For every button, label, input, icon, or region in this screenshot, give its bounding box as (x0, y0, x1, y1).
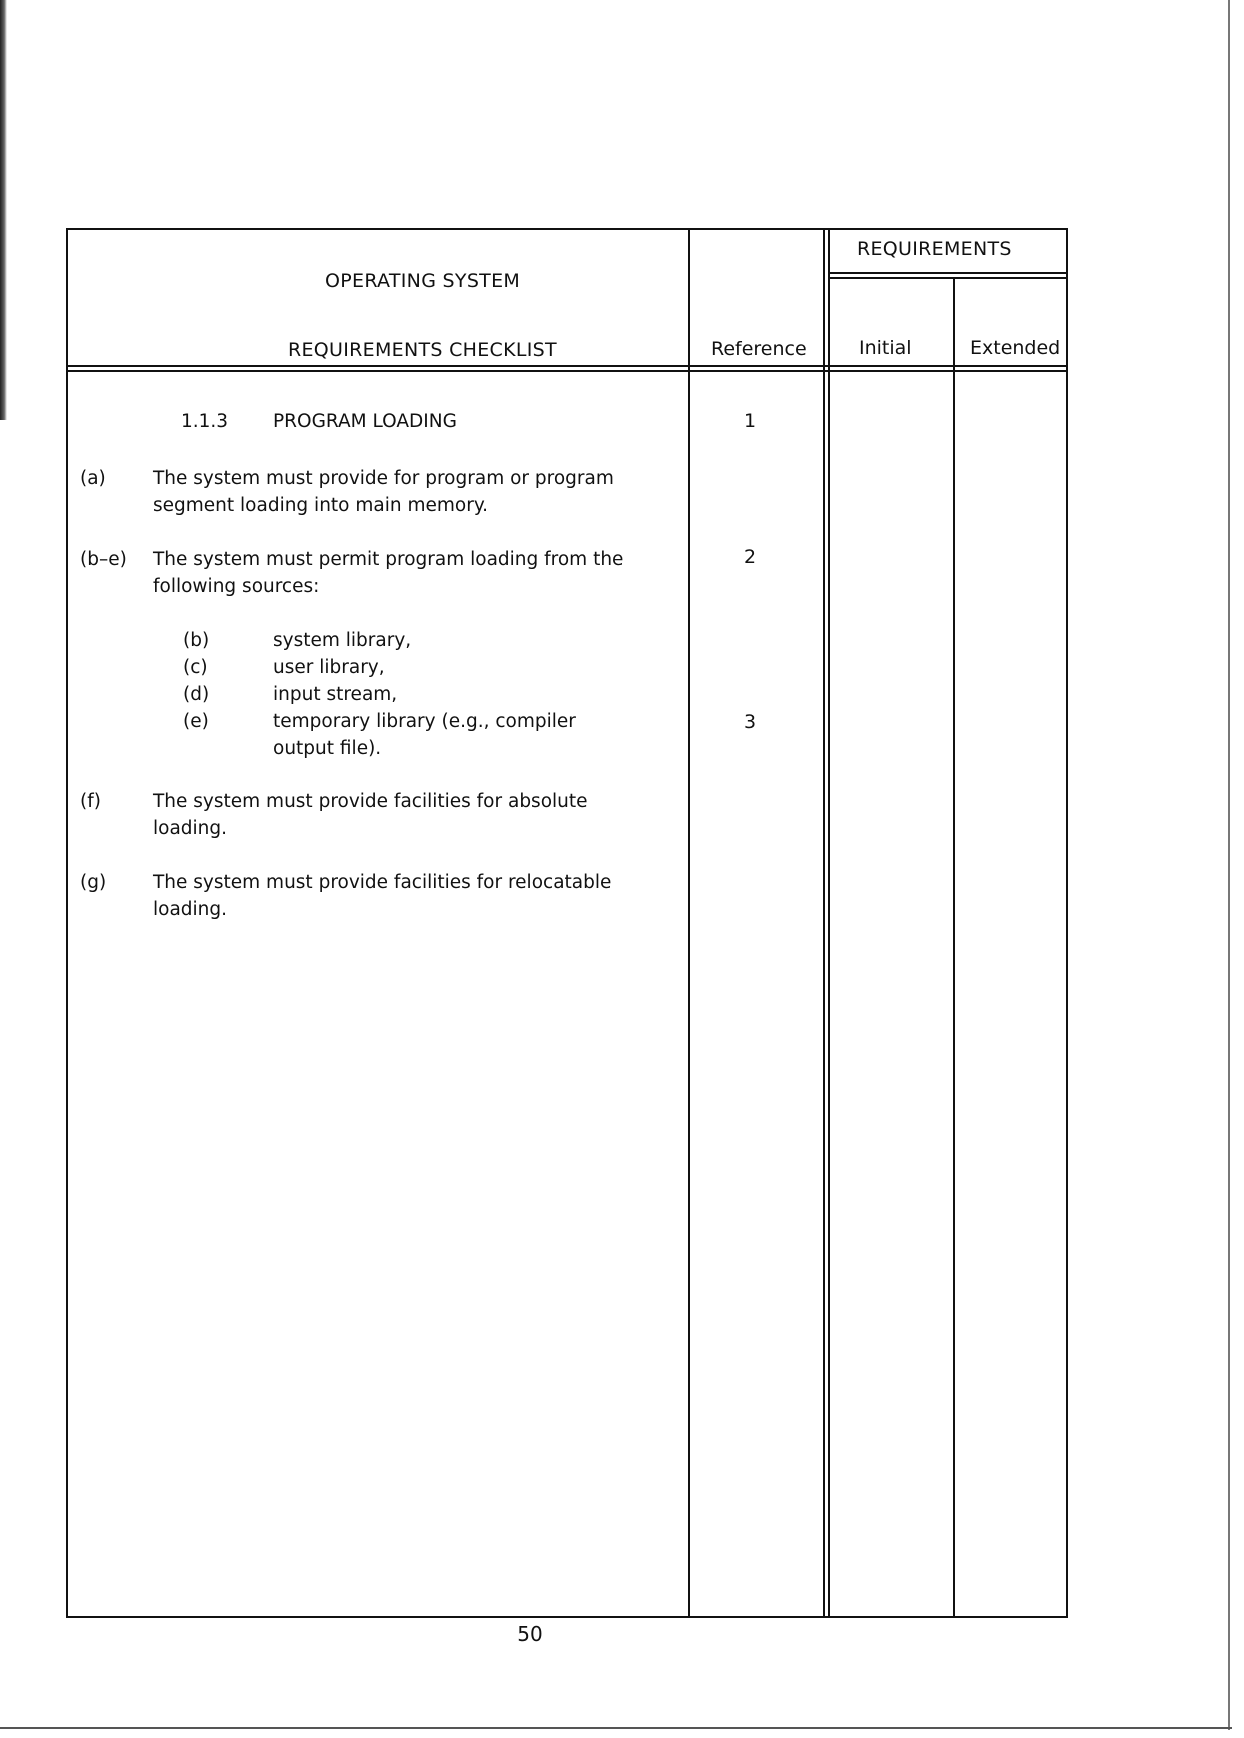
subitem-label: (c) (183, 657, 208, 678)
subitem-text: system library, (273, 630, 412, 651)
header-extended: Extended (970, 337, 1061, 359)
header-rule-a (66, 365, 1068, 367)
header-title-line1: OPERATING SYSTEM (325, 270, 521, 292)
header-requirements: REQUIREMENTS (857, 238, 1012, 260)
page-right-border (1228, 0, 1230, 1730)
item-text: The system must provide for program or program segment loading into main memory. (153, 468, 614, 516)
item-label: (g) (80, 872, 107, 893)
item-text: The system must provide facilities for absolute loading. (153, 791, 588, 839)
column-divider-reference (688, 228, 690, 1618)
item-reference: 2 (743, 546, 757, 568)
item-label: (a) (80, 468, 106, 489)
subitem-text: temporary library (e.g., compiler output file). (273, 711, 576, 759)
column-divider-initial-extended (953, 279, 955, 1618)
header-reference: Reference (711, 338, 807, 360)
requirements-header-rule-b (828, 277, 1068, 279)
section-reference: 1 (743, 410, 757, 432)
item-label: (f) (80, 791, 101, 812)
subitem-label: (e) (183, 711, 209, 732)
header-rule-b (66, 370, 1068, 372)
page-bottom-border (0, 1727, 1232, 1729)
column-divider-requirements-b (828, 228, 830, 1618)
subitem-label: (b) (183, 630, 210, 651)
page-number: 50 (517, 1622, 543, 1646)
checklist-table (66, 228, 1068, 1618)
column-divider-requirements-a (823, 228, 825, 1618)
section-number: 1.1.3 (181, 411, 229, 432)
section-title: PROGRAM LOADING (273, 411, 457, 432)
item-text: The system must provide facilities for relocatable loading. (153, 872, 612, 920)
subitem-text: input stream, (273, 684, 398, 705)
header-title-line2: REQUIREMENTS CHECKLIST (288, 339, 557, 361)
item-text: The system must permit program loading from the following sources: (153, 549, 624, 597)
subitem-label: (d) (183, 684, 210, 705)
header-initial: Initial (859, 337, 912, 359)
subitem-text: user library, (273, 657, 385, 678)
scan-left-edge (0, 0, 7, 420)
requirements-header-rule-a (828, 272, 1068, 274)
subitem-reference: 3 (743, 711, 757, 733)
item-label: (b–e) (80, 549, 127, 570)
